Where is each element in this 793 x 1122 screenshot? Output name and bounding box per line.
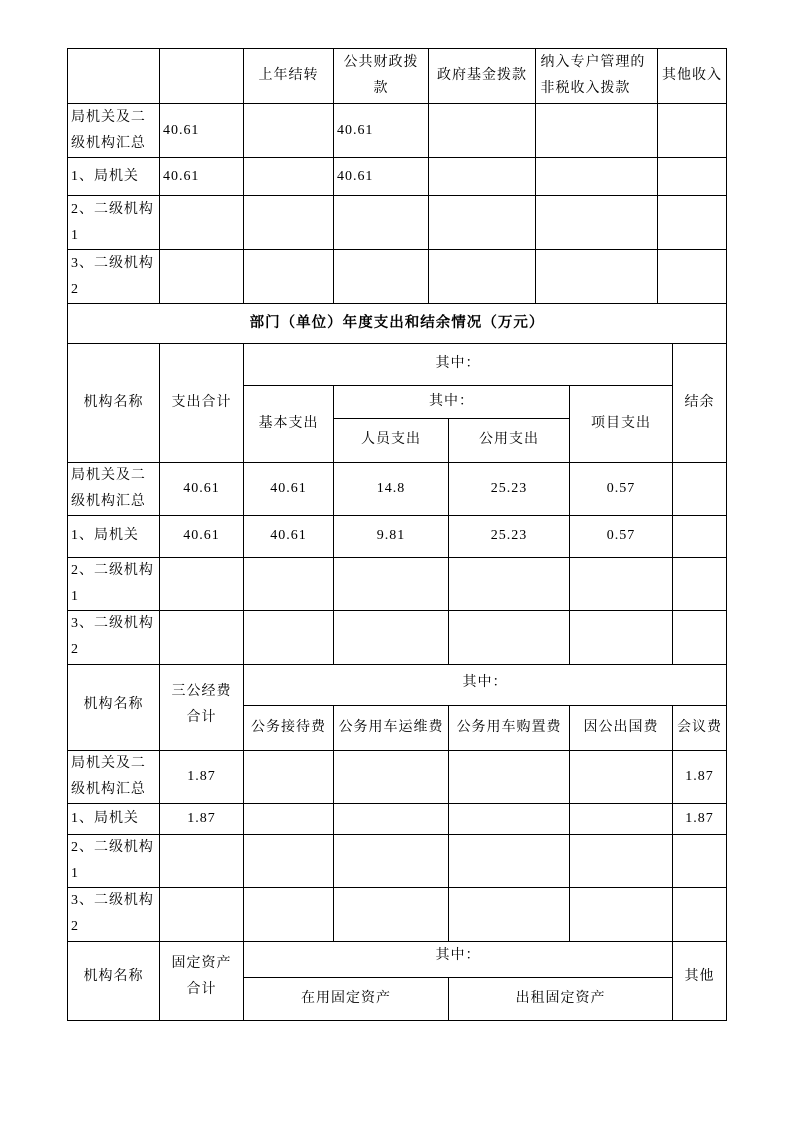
expenditure-header-org-name: 机构名称 xyxy=(68,343,160,462)
three-public-row-name-text: 2、二级机构1 xyxy=(71,839,154,881)
three-public-cell-reception xyxy=(244,887,334,941)
income-header-col-2 xyxy=(160,49,244,104)
expenditure-row-name-text: 1、局机关 xyxy=(71,528,139,543)
income-header-public-finance-appropriation xyxy=(334,49,429,104)
three-public-header-org-name: 机构名称 xyxy=(68,661,160,750)
expenditure-row-name xyxy=(68,557,160,610)
three-public-header-of-which: 其中： xyxy=(244,661,727,705)
fixed-assets-header-total xyxy=(160,935,244,1020)
income-header-public-finance-appropriation-text: 公共财政拨款 xyxy=(343,55,419,96)
table-row xyxy=(68,250,727,304)
expenditure-cell-personnel: 9.81 xyxy=(334,515,449,557)
fixed-assets-header-org-name: 机构名称 xyxy=(68,935,160,1020)
income-header-nontax-appropriation-text: 纳入专户管理的非税收入拨款 xyxy=(540,55,646,96)
income-cell-col-2: 40.61 xyxy=(160,158,244,196)
expenditure-cell-balance xyxy=(673,515,727,557)
expenditure-cell-balance xyxy=(673,610,727,664)
income-cell-col-2 xyxy=(160,250,244,304)
expenditure-header-total: 支出合计 xyxy=(160,343,244,462)
expenditure-cell-public-use: 25.23 xyxy=(449,515,570,557)
income-cell-prior-year-carryover xyxy=(244,196,334,250)
income-cell-col-2: 40.61 xyxy=(160,104,244,158)
three-public-header-reception: 公务接待费 xyxy=(244,705,334,750)
income-cell-prior-year-carryover xyxy=(244,104,334,158)
expenditure-header-balance: 结余 xyxy=(673,343,727,462)
expenditure-row-name xyxy=(68,515,160,557)
three-public-cell-total xyxy=(160,887,244,941)
three-public-cell-meeting: 1.87 xyxy=(673,803,727,834)
income-cell-col-2 xyxy=(160,196,244,250)
table-row xyxy=(68,196,727,250)
income-cell-other-income xyxy=(658,158,727,196)
income-cell-public-finance: 40.61 xyxy=(334,158,429,196)
three-public-cell-reception xyxy=(244,750,334,803)
expenditure-header-basic-of-which: 其中： xyxy=(334,385,570,418)
three-public-cell-vehicle-operation xyxy=(334,750,449,803)
three-public-row-name xyxy=(68,834,160,887)
income-row-name-text: 局机关及二级机构汇总 xyxy=(71,109,146,151)
three-public-cell-vehicle-operation xyxy=(334,834,449,887)
expenditure-table xyxy=(67,303,727,665)
three-public-row-name xyxy=(68,803,160,834)
fixed-assets-table xyxy=(67,935,727,1021)
three-public-cell-vehicle-operation xyxy=(334,887,449,941)
three-public-row-name-text: 1、局机关 xyxy=(71,810,139,826)
three-public-row-name xyxy=(68,750,160,803)
table-row xyxy=(68,834,727,887)
income-cell-public-finance xyxy=(334,196,429,250)
income-cell-government-fund xyxy=(429,104,536,158)
income-row-name-text: 3、二级机构2 xyxy=(71,255,154,297)
three-public-cell-total xyxy=(160,834,244,887)
three-public-cell-overseas xyxy=(570,803,673,834)
expenditure-header-personnel: 人员支出 xyxy=(334,418,449,462)
expenditure-cell-total xyxy=(160,557,244,610)
income-row-name xyxy=(68,196,160,250)
three-public-cell-vehicle-purchase xyxy=(449,750,570,803)
fixed-assets-header-in-use: 在用固定资产 xyxy=(244,977,449,1020)
table-row xyxy=(68,557,727,610)
income-cell-prior-year-carryover xyxy=(244,158,334,196)
table-row xyxy=(68,887,727,941)
expenditure-cell-personnel xyxy=(334,610,449,664)
income-cell-other-income xyxy=(658,250,727,304)
expenditure-row-name-text: 3、二级机构2 xyxy=(71,616,154,657)
expenditure-cell-balance xyxy=(673,557,727,610)
income-cell-government-fund xyxy=(429,158,536,196)
three-public-header-total-text: 三公经费合计 xyxy=(171,684,232,726)
fixed-assets-header-other: 其他 xyxy=(673,935,727,1020)
section-title: 部门（单位）年度支出和结余情况（万元） xyxy=(68,303,727,343)
three-public-cell-meeting xyxy=(673,887,727,941)
fixed-assets-header-total-text: 固定资产合计 xyxy=(171,956,232,998)
expenditure-cell-basic xyxy=(244,610,334,664)
expenditure-header-basic: 基本支出 xyxy=(244,385,334,462)
expenditure-cell-public-use xyxy=(449,610,570,664)
expenditure-cell-personnel xyxy=(334,557,449,610)
fixed-assets-header-of-which: 其中： xyxy=(244,935,673,977)
income-cell-prior-year-carryover xyxy=(244,250,334,304)
expenditure-cell-total: 40.61 xyxy=(160,515,244,557)
table-row xyxy=(68,158,727,196)
expenditure-row-name-text: 2、二级机构1 xyxy=(71,562,154,604)
expenditure-cell-project xyxy=(570,557,673,610)
expenditure-cell-public-use xyxy=(449,557,570,610)
three-public-cell-meeting xyxy=(673,834,727,887)
three-public-cell-total: 1.87 xyxy=(160,803,244,834)
expenditure-row-name xyxy=(68,462,160,515)
expenditure-cell-basic xyxy=(244,557,334,610)
three-public-row-name xyxy=(68,887,160,941)
three-public-row-name-text: 3、二级机构2 xyxy=(71,893,154,934)
table-row xyxy=(68,515,727,557)
fixed-assets-header-leased-out: 出租固定资产 xyxy=(449,977,673,1020)
three-public-cell-vehicle-purchase xyxy=(449,803,570,834)
expenditure-cell-balance xyxy=(673,462,727,515)
expenditure-header-of-which: 其中： xyxy=(244,343,673,385)
three-public-header-vehicle-operation: 公务用车运维费 xyxy=(334,705,449,750)
income-header-prior-year-carryover: 上年结转 xyxy=(244,49,334,104)
table-row xyxy=(68,750,727,803)
income-table xyxy=(67,48,727,304)
expenditure-row-name xyxy=(68,610,160,664)
three-public-cell-vehicle-purchase xyxy=(449,887,570,941)
three-public-cell-overseas xyxy=(570,834,673,887)
table-row xyxy=(68,610,727,664)
three-public-table xyxy=(67,661,727,942)
expenditure-row-name-text: 局机关及二级机构汇总 xyxy=(71,467,146,509)
three-public-cell-total: 1.87 xyxy=(160,750,244,803)
income-row-name-text: 1、局机关 xyxy=(71,168,139,184)
income-header-other-income: 其他收入 xyxy=(658,49,727,104)
section-title-row xyxy=(68,303,727,343)
income-cell-public-finance xyxy=(334,250,429,304)
income-header-government-fund-appropriation: 政府基金拨款 xyxy=(429,49,536,104)
income-cell-nontax xyxy=(536,196,658,250)
income-row-name xyxy=(68,104,160,158)
expenditure-cell-total: 40.61 xyxy=(160,462,244,515)
three-public-cell-reception xyxy=(244,803,334,834)
three-public-header-vehicle-purchase: 公务用车购置费 xyxy=(449,705,570,750)
three-public-row-name-text: 局机关及二级机构汇总 xyxy=(71,755,146,797)
three-public-cell-overseas xyxy=(570,750,673,803)
fixed-assets-header-row xyxy=(68,935,727,977)
expenditure-header-row xyxy=(68,343,727,385)
income-row-name xyxy=(68,250,160,304)
income-cell-nontax xyxy=(536,158,658,196)
expenditure-header-public-use: 公用支出 xyxy=(449,418,570,462)
three-public-header-meeting: 会议费 xyxy=(673,705,727,750)
expenditure-cell-project xyxy=(570,610,673,664)
table-row xyxy=(68,462,727,515)
table-row xyxy=(68,104,727,158)
expenditure-cell-basic: 40.61 xyxy=(244,515,334,557)
three-public-cell-reception xyxy=(244,834,334,887)
three-public-cell-vehicle-operation xyxy=(334,803,449,834)
income-row-name xyxy=(68,158,160,196)
expenditure-cell-personnel: 14.8 xyxy=(334,462,449,515)
expenditure-header-project: 项目支出 xyxy=(570,385,673,462)
three-public-header-overseas: 因公出国费 xyxy=(570,705,673,750)
income-cell-public-finance: 40.61 xyxy=(334,104,429,158)
three-public-cell-overseas xyxy=(570,887,673,941)
income-header-col-1 xyxy=(68,49,160,104)
income-header-row xyxy=(68,49,727,104)
income-cell-other-income xyxy=(658,196,727,250)
income-header-nontax-appropriation xyxy=(536,49,658,104)
three-public-header-row xyxy=(68,661,727,705)
income-cell-government-fund xyxy=(429,250,536,304)
expenditure-cell-basic: 40.61 xyxy=(244,462,334,515)
income-cell-other-income xyxy=(658,104,727,158)
three-public-cell-vehicle-purchase xyxy=(449,834,570,887)
expenditure-cell-public-use: 25.23 xyxy=(449,462,570,515)
expenditure-cell-total xyxy=(160,610,244,664)
three-public-cell-meeting: 1.87 xyxy=(673,750,727,803)
expenditure-cell-project: 0.57 xyxy=(570,515,673,557)
income-cell-government-fund xyxy=(429,196,536,250)
table-row xyxy=(68,803,727,834)
income-cell-nontax xyxy=(536,250,658,304)
three-public-header-total xyxy=(160,661,244,750)
expenditure-cell-project: 0.57 xyxy=(570,462,673,515)
income-row-name-text: 2、二级机构1 xyxy=(71,201,154,243)
income-cell-nontax xyxy=(536,104,658,158)
